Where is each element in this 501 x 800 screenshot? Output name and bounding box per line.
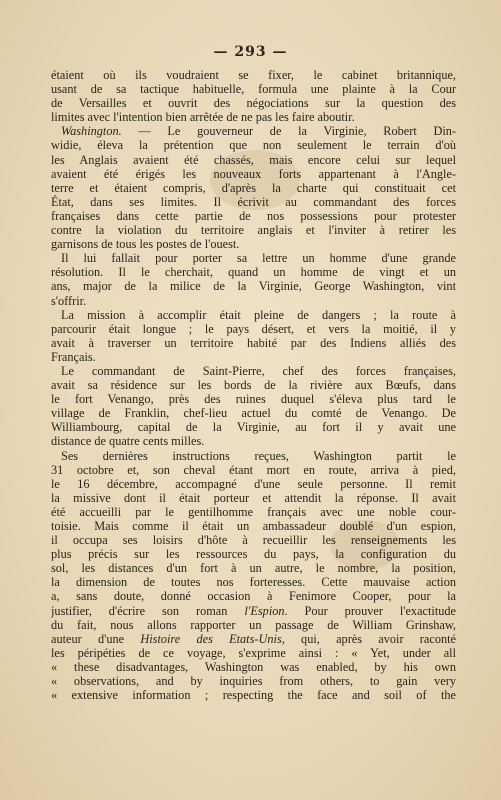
text-segment: le fort Venango, près des ruines duquel s'éleva plus tard le [51, 392, 456, 407]
text-line [51, 181, 456, 195]
text-line [51, 378, 456, 392]
text-line [51, 589, 456, 603]
text-segment: Ses dernières instructions reçues, Washington partit le [61, 448, 456, 463]
text-line [51, 547, 456, 561]
text-segment: usant de sa tactique habituelle, formula une plainte à la Cour [51, 82, 456, 97]
page-number: — 293 — [213, 44, 288, 60]
text-segment: widie, éleva la prétention que non seulement le terrain d'où [51, 138, 456, 153]
text-segment: , qui, après avoir raconté [281, 631, 456, 646]
text-line [51, 519, 456, 533]
body-text [51, 68, 456, 702]
text-segment: de Versailles et ouvrit des négociations sur la question des [51, 96, 456, 111]
text-line [51, 124, 456, 138]
text-line [51, 505, 456, 519]
text-line [51, 209, 456, 223]
text-segment: limites avec l'intention bien arrêtée de ne pas les faire aboutir. [51, 110, 355, 125]
text-line [51, 68, 456, 82]
text-segment: terre et étaient compris, d'après la charte qui constituait cet [51, 180, 456, 195]
text-line [51, 251, 456, 265]
text-segment: distance de quatre cents milles. [51, 434, 205, 449]
text-line [51, 632, 456, 646]
text-segment: parcourir était longue ; le pays désert, et vers la moitié, il y [51, 321, 456, 336]
text-segment: il occupa ses loisirs d'hôte à recueillir les renseignements les [51, 533, 456, 548]
text-segment: « extensive information ; respecting the face and soil of the [51, 688, 456, 703]
text-segment: . Pour prouver l'exactitude [284, 603, 456, 618]
italic-text: Washington. [61, 124, 122, 139]
text-segment: toisie. Mais comme il était un ambassadeur doublé d'un espion, [51, 519, 456, 533]
text-line [51, 279, 456, 293]
text-line [51, 674, 456, 688]
text-segment: — Le gouverneur de la Virginie, Robert Din- [121, 124, 456, 139]
text-segment: avait sa résidence sur les bords de la rivière aux Bœufs, dans [51, 378, 456, 393]
text-segment: été accueilli par le gentilhomme français avec une noble cour- [51, 504, 456, 519]
text-segment: 31 octobre et, son cheval étant mort en route, arriva à pied, [51, 462, 456, 477]
text-line [51, 533, 456, 547]
text-line [51, 618, 456, 632]
text-segment: ans, major de la milice de la Virginie, George Washington, vint [51, 279, 456, 294]
text-segment: plus précis sur les ressources du pays, la configuration du [51, 547, 456, 562]
text-segment: Williambourg, capital de la Virginie, au fort il y avait une [51, 420, 456, 435]
text-segment: sol, les distances d'un fort à un autre, le nombre, la position, [51, 561, 456, 576]
text-segment: a, sans doute, donné occasion à Fenimore Cooper, pour la [51, 589, 456, 604]
text-line [51, 364, 456, 378]
text-line [51, 604, 456, 618]
text-line [51, 477, 456, 491]
text-segment: garnisons de tous les postes de l'ouest. [51, 237, 240, 252]
text-segment: s'offrir. [51, 293, 87, 308]
text-line [51, 96, 456, 110]
text-line [51, 322, 456, 336]
text-segment: contre la violation du territoire anglais et l'inviter à retirer les [51, 223, 456, 238]
text-segment: résolution. Il le cherchait, quand un homme de vingt et un [51, 265, 456, 280]
text-segment: du fait, nous allons rapporter un passage de William Grinshaw, [51, 617, 456, 632]
text-line [51, 223, 456, 237]
text-line [51, 434, 456, 448]
text-line [51, 350, 456, 364]
text-segment: avaient été érigés les nouveaux forts appartenant à l'Angle- [51, 166, 456, 181]
text-line [51, 336, 456, 350]
text-segment: auteur d'une [51, 631, 141, 646]
text-line [51, 420, 456, 434]
text-segment: les Anglais avaient été chassés, mais encore celui sur lequel [51, 152, 456, 167]
text-line [51, 195, 456, 209]
text-segment: justifier, d'écrire son roman [51, 603, 245, 618]
text-line [51, 110, 456, 124]
text-line [51, 660, 456, 674]
text-line [51, 463, 456, 477]
text-line [51, 688, 456, 702]
text-line [51, 491, 456, 505]
text-line [51, 82, 456, 96]
text-line [51, 308, 456, 322]
text-line [51, 265, 456, 279]
italic-text: l'Espion [244, 603, 285, 618]
text-segment: la dimension de toutes nos forteresses. Cette mauvaise action [51, 575, 456, 590]
text-segment: Le commandant de Saint-Pierre, chef des forces françaises, [61, 363, 456, 378]
text-segment: village de Franklin, chef-lieu actuel du comté de Venango. De [51, 406, 456, 421]
text-line [51, 561, 456, 575]
text-segment: « these disadvantages, Washington was enabled, by his own [51, 659, 456, 674]
text-line [51, 138, 456, 152]
text-line [51, 646, 456, 660]
text-segment: françaises dans cette partie de nos possessions pour protester [51, 208, 456, 223]
text-segment: Français. [51, 349, 96, 364]
text-segment: la missive dont il était porteur et attendit la réponse. Il avait [51, 490, 456, 505]
text-line [51, 294, 456, 308]
text-segment: les péripéties de ce voyage, s'exprime ainsi : « Yet, under all [51, 645, 456, 660]
text-line [51, 153, 456, 167]
text-line [51, 406, 456, 420]
text-line [51, 575, 456, 589]
text-segment: avait à traverser un territoire habité par des Indiens alliés des [51, 335, 456, 350]
italic-text: Histoire des Etats-Unis [140, 631, 282, 646]
text-segment: La mission à accomplir était pleine de dangers ; la route à [61, 307, 456, 322]
text-segment: État, dans ses limites. Il écrivit au commandant des forces [51, 194, 456, 209]
text-line [51, 449, 456, 463]
text-segment: le 16 décembre, accompagné d'une seule personne. Il remit [51, 476, 456, 491]
text-segment: « observations, and by inquiries from others, to gain very [51, 674, 456, 689]
text-line [51, 167, 456, 181]
text-line [51, 392, 456, 406]
text-segment: étaient où ils voudraient se fixer, le cabinet britannique, [51, 68, 456, 82]
text-line [51, 237, 456, 251]
text-segment: Il lui fallait pour porter sa lettre un homme d'une grande [61, 251, 456, 266]
